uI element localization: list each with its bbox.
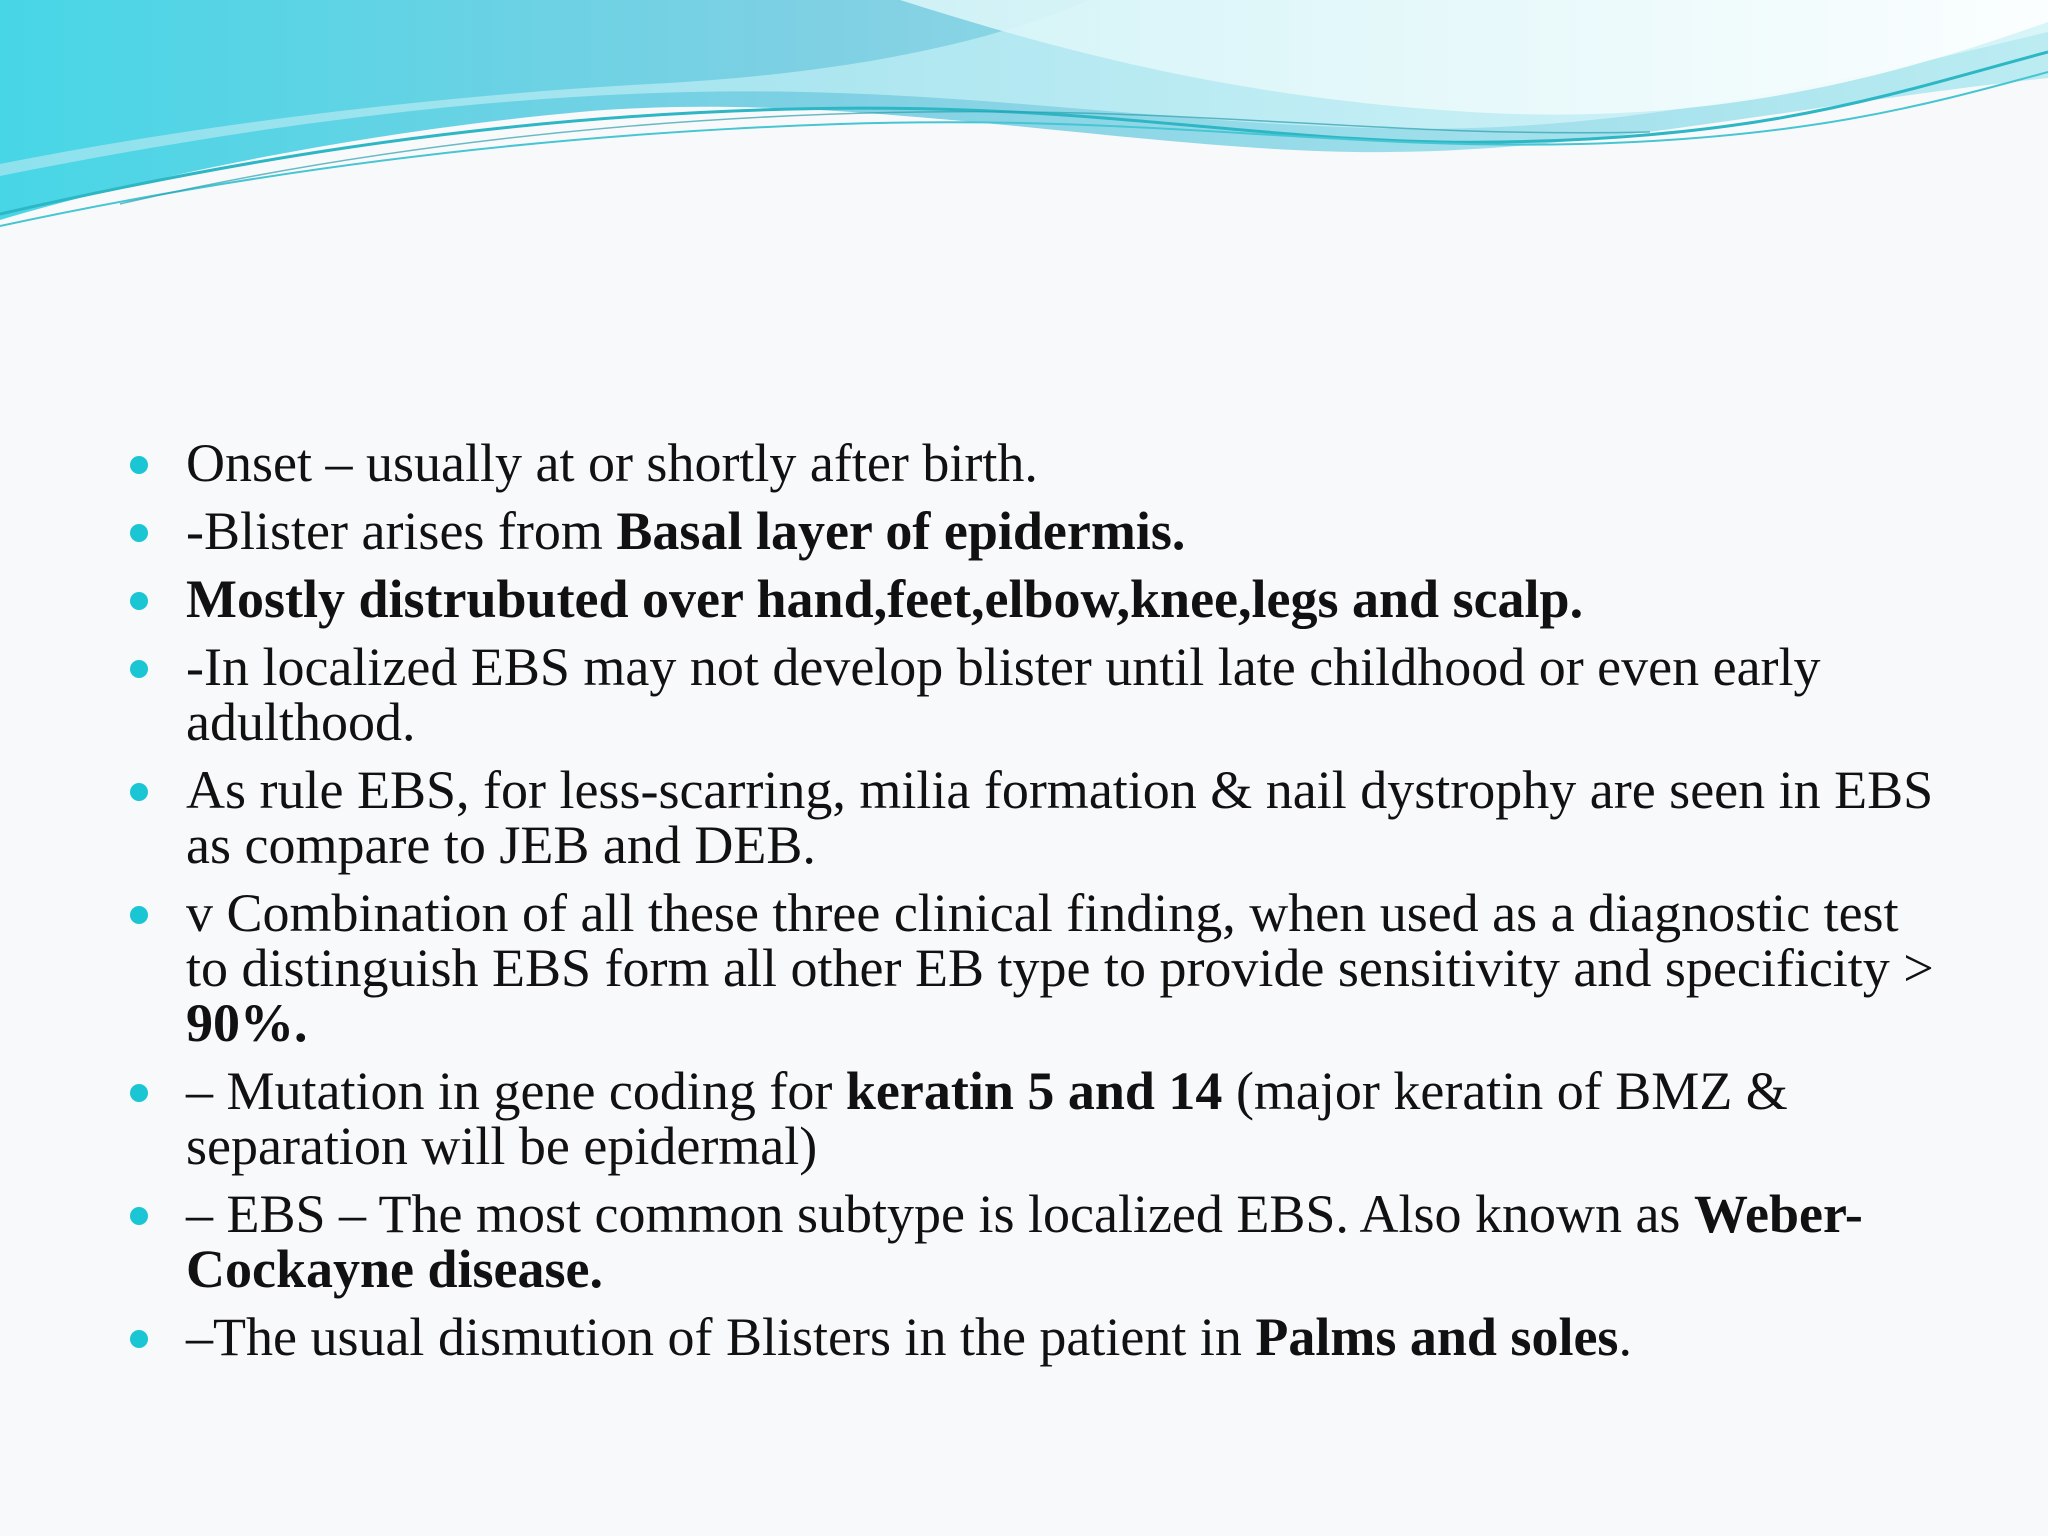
bullet-text: .: [1618, 1307, 1632, 1367]
bullet-bold-text: 90%.: [186, 993, 308, 1053]
bullet-item-keratin-mutation: [128, 1061, 1948, 1176]
bullet-text: v Combination of all these three clinical finding, when used as a diagnostic test to distinguish EBS form all other EB type to provide sensitivity and specificity >: [186, 883, 1934, 998]
bullet-item-combination-test: [128, 883, 1948, 1053]
bullet-text: – Mutation in gene coding for: [186, 1061, 846, 1121]
bullet-list: [128, 433, 1948, 1367]
bullet-dot: [130, 1330, 148, 1348]
bullet-text: (major keratin of BMZ & separation will be epidermal): [186, 1061, 1788, 1176]
bullet-text: –The usual dismution of Blisters in the patient in: [186, 1307, 1256, 1367]
bullet-text: Onset – usually at or shortly after birth.: [186, 433, 1038, 493]
bullet-text: -In localized EBS may not develop blister until late childhood or even early adulthood.: [186, 637, 1821, 752]
bullet-bold-text: Weber-Cockayne disease.: [186, 1184, 1863, 1299]
bullet-dot: [130, 1207, 148, 1225]
bullet-text: – EBS – The most common subtype is localized EBS. Also known as: [186, 1184, 1694, 1244]
bullet-dot: [130, 1084, 148, 1102]
bullet-dot: [130, 524, 148, 542]
bullet-bold-text: Mostly distrubuted over hand,feet,elbow,knee,legs and scalp.: [186, 569, 1584, 629]
bullet-dot: [130, 660, 148, 678]
header-wave-decoration: [0, 0, 2048, 260]
bullet-text: As rule EBS, for less-scarring, milia formation & nail dystrophy are seen in EBS as compare to JEB and DEB.: [186, 760, 1934, 875]
bullet-item-distribution: [128, 569, 1948, 629]
bullet-item-localized-ebs: [128, 637, 1948, 752]
bullet-item-blister-origin: [128, 501, 1948, 561]
content-area: [128, 433, 1948, 1378]
bullet-bold-text: keratin 5 and 14: [845, 1061, 1223, 1121]
bullet-item-subtype: [128, 1184, 1948, 1299]
bullet-dot: [130, 906, 148, 924]
bullet-item-onset: [128, 433, 1948, 493]
bullet-bold-text: Palms and soles: [1255, 1307, 1619, 1367]
bullet-dot: [130, 783, 148, 801]
bullet-item-scarring-rule: [128, 760, 1948, 875]
bullet-text: -Blister arises from: [186, 501, 617, 561]
bullet-item-blister-sites: [128, 1307, 1948, 1367]
bullet-dot: [130, 592, 148, 610]
bullet-bold-text: Basal layer of epidermis.: [616, 501, 1186, 561]
bullet-dot: [130, 456, 148, 474]
